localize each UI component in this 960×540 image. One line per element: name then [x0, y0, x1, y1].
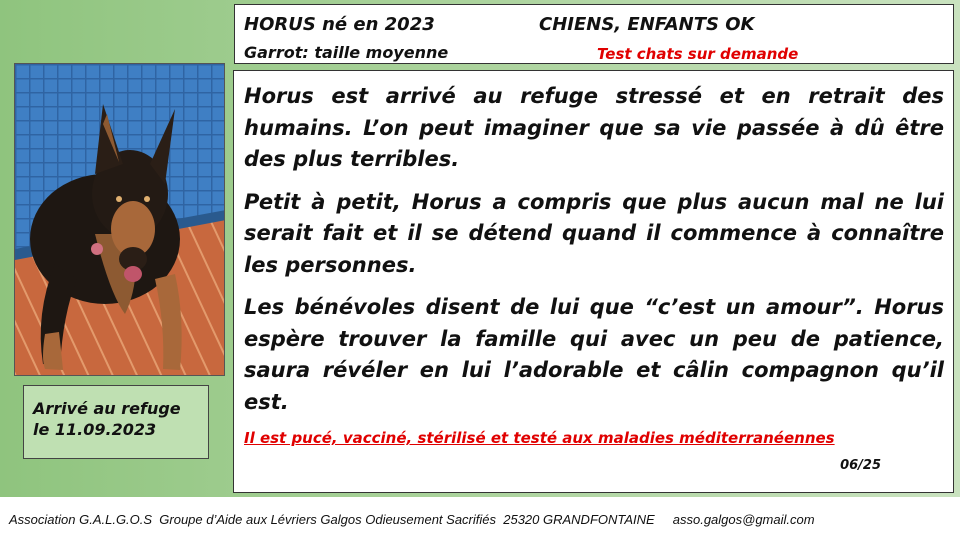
dog-name-birth: HORUS né en 2023 [244, 14, 435, 35]
dog-photo [14, 63, 225, 376]
description-paragraph: Les bénévoles disent de lui que “c’est un amour”. Horus espère trouver la famille qui avec un peu de patience, saura révéler en lui l’adorable et câlin compagnon qu’il est. [244, 295, 944, 414]
arrival-label: Arrivé au refuge [33, 399, 181, 418]
description-paragraph: Petit à petit, Horus a compris que plus aucun mal ne lui serait fait et il se détend quand il commence à connaître les personnes. [244, 189, 944, 277]
arrival-date: le 11.09.2023 [33, 420, 157, 439]
compatibility-info: CHIENS, ENFANTS OK [539, 14, 755, 35]
withers-size: Garrot: taille moyenne [244, 43, 449, 62]
reference-code: 06/25 [840, 458, 881, 473]
description-paragraph: Horus est arrivé au refuge stressé et en retrait des humains. L’on peut imaginer que sa vie passée à dû être des plus terribles. [244, 84, 944, 171]
association-footer: Association G.A.L.G.O.S Groupe d’Aide aux Lévriers Galgos Odieusement Sacrifiés 25320 GRANDFONTAINE asso.galgos@gmail.com [9, 512, 815, 527]
arrival-date-box [23, 385, 209, 459]
description-box [233, 70, 954, 493]
dog-illustration [15, 64, 225, 376]
health-note: Il est pucé, vacciné, stérilisé et testé aux maladies méditerranéennes [244, 429, 835, 447]
cat-test-note: Test chats sur demande [597, 45, 799, 63]
dog-info-header [234, 4, 954, 64]
